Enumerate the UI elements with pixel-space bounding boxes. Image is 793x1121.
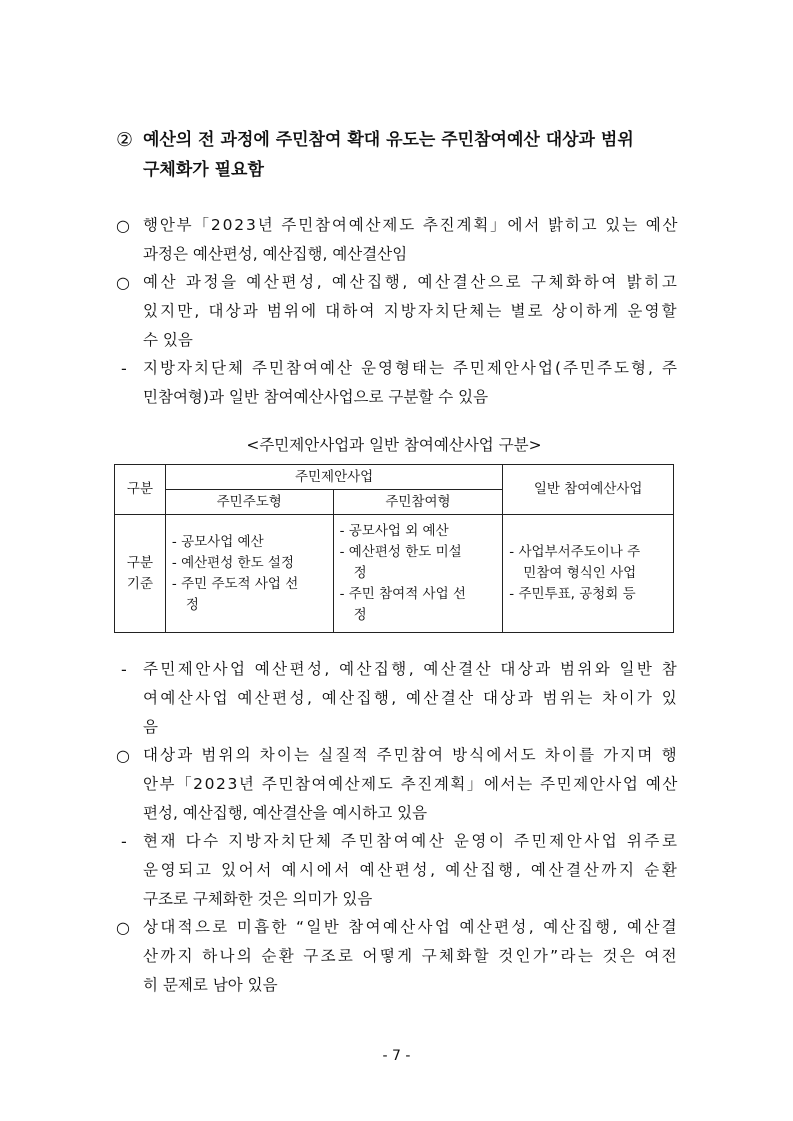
paragraph-line: 현재 다수 지방자치단체 주민참여예산 운영이 주민제안사업 위주로 bbox=[143, 832, 680, 850]
criteria-item: - 주민 주도적 사업 선 bbox=[171, 575, 299, 592]
comparison-table bbox=[114, 464, 674, 633]
dash-bullet: - bbox=[121, 359, 127, 378]
paragraph-line: 민참여형)과 일반 참여예산사업으로 구분할 수 있음 bbox=[143, 388, 489, 406]
section-heading-line2: 구체화가 필요함 bbox=[143, 160, 264, 180]
paragraph-line: 운영되고 있어서 예시에서 예산편성, 예산집행, 예산결산까지 순환 bbox=[143, 861, 680, 879]
page-number: - 7 - bbox=[382, 1048, 411, 1064]
paragraph-line: 수 있음 bbox=[143, 331, 193, 349]
criteria-label-line: 구분 bbox=[126, 554, 153, 571]
paragraph-line: 히 문제로 남아 있음 bbox=[143, 976, 278, 994]
paragraph-line: 편성, 예산집행, 예산결산을 예시하고 있음 bbox=[143, 804, 428, 822]
paragraph-line: 지방자치단체 주민참여예산 운영형태는 주민제안사업(주민주도형, 주 bbox=[143, 359, 679, 377]
criteria-item: 정 bbox=[353, 607, 367, 623]
criteria-label-line: 기준 bbox=[126, 575, 153, 592]
criteria-label-cell bbox=[115, 515, 166, 633]
paragraph-line: 있지만, 대상과 범위에 대하여 지방자치단체는 별로 상이하게 운영할 bbox=[143, 302, 679, 320]
paragraph-line: 예산 과정을 예산편성, 예산집행, 예산결산으로 구체화하여 밝히고 bbox=[143, 273, 680, 291]
header-cell-category: 구분 bbox=[115, 465, 166, 515]
header-cell-general-budget: 일반 참여예산사업 bbox=[503, 465, 674, 515]
header-cell-resident-proposal: 주민제안사업 bbox=[165, 465, 502, 490]
resident-led-criteria bbox=[165, 515, 333, 633]
paragraph-line: 행안부「2023년 주민참여예산제도 추진계획」에서 밝히고 있는 예산 bbox=[143, 216, 680, 234]
criteria-item: 정 bbox=[353, 565, 367, 581]
circle-bullet: ○ bbox=[116, 216, 130, 235]
resident-participation-criteria bbox=[333, 515, 503, 633]
paragraph-line: 음 bbox=[143, 718, 158, 736]
criteria-item: - 예산편성 한도 설정 bbox=[171, 554, 294, 571]
criteria-item: - 주민 참여적 사업 선 bbox=[339, 586, 466, 602]
paragraph-line: 여예산사업 예산편성, 예산집행, 예산결산 대상과 범위는 차이가 있 bbox=[143, 689, 680, 707]
criteria-item: - 주민투표, 공청회 등 bbox=[509, 586, 636, 602]
criteria-item: - 사업부서주도이나 주 bbox=[509, 544, 641, 560]
dash-bullet: - bbox=[121, 832, 127, 851]
circle-bullet: ○ bbox=[116, 918, 130, 937]
paragraph-line: 대상과 범위의 차이는 실질적 주민참여 방식에서도 차이를 가지며 행 bbox=[143, 746, 679, 764]
paragraph-line: 산까지 하나의 순환 구조로 어떻게 구체화할 것인가”라는 것은 여전 bbox=[143, 947, 679, 965]
header-cell-resident-led: 주민주도형 bbox=[165, 490, 333, 515]
circle-bullet: ○ bbox=[116, 746, 130, 765]
header-cell-resident-participation: 주민참여형 bbox=[333, 490, 503, 515]
general-budget-criteria bbox=[503, 515, 674, 633]
circle-bullet: ○ bbox=[116, 273, 130, 292]
paragraph-line: 과정은 예산편성, 예산집행, 예산결산임 bbox=[143, 245, 408, 263]
paragraph-line: 안부「2023년 주민참여예산제도 추진계획」에서는 주민제안사업 예산 bbox=[143, 775, 679, 793]
paragraph-line: 상대적으로 미흡한 “일반 참여예산사업 예산편성, 예산집행, 예산결 bbox=[143, 918, 679, 936]
criteria-item: 정 bbox=[185, 596, 199, 613]
paragraph-line: 주민제안사업 예산편성, 예산집행, 예산결산 대상과 범위와 일반 참 bbox=[143, 660, 680, 678]
criteria-item: - 예산편성 한도 미설 bbox=[339, 544, 462, 560]
heading-marker: ② bbox=[116, 129, 134, 151]
criteria-item: - 공모사업 외 예산 bbox=[339, 523, 449, 539]
criteria-item: 민참여 형식인 사업 bbox=[523, 565, 637, 581]
dash-bullet: - bbox=[121, 660, 127, 679]
table-caption: <주민제안사업과 일반 참여예산사업 구분> bbox=[246, 436, 542, 454]
section-heading-line1: 예산의 전 과정에 주민참여 확대 유도는 주민참여예산 대상과 범위 bbox=[143, 130, 634, 150]
criteria-item: - 공모사업 예산 bbox=[171, 533, 264, 550]
paragraph-line: 구조로 구체화한 것은 의미가 있음 bbox=[143, 890, 373, 908]
